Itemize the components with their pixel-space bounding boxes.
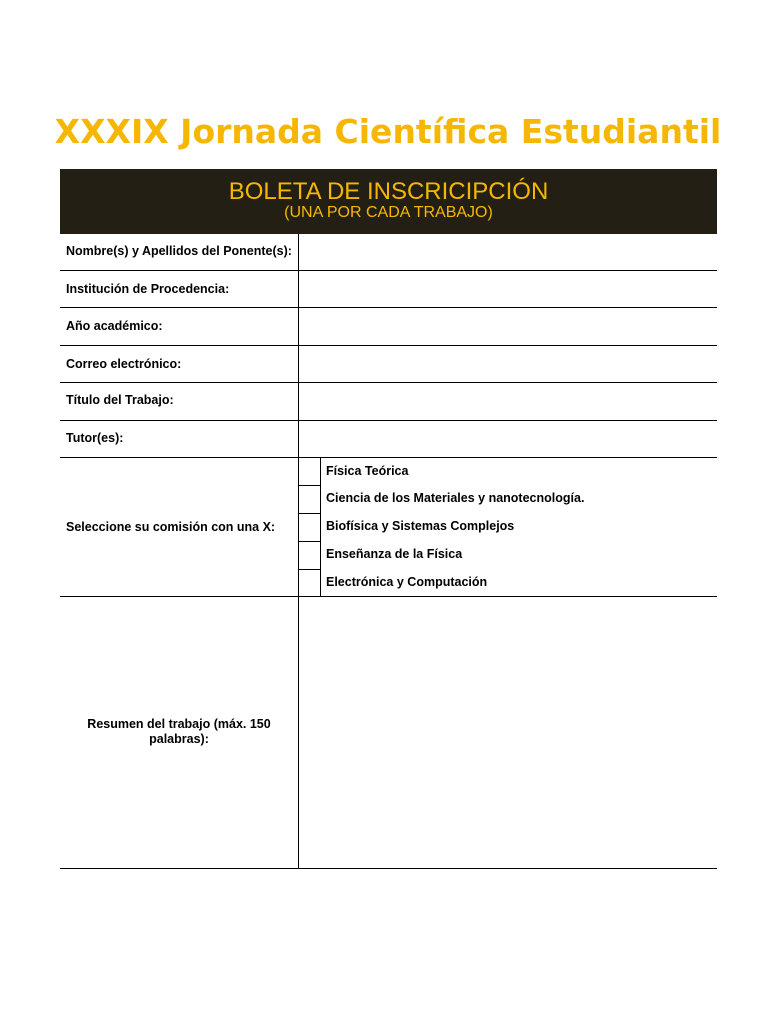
field-label-tutor: Tutor(es): (66, 431, 124, 445)
summary-label (60, 717, 298, 747)
field-row-work-title (60, 383, 717, 421)
field-divider (298, 308, 299, 346)
field-row-institution (60, 271, 717, 308)
institution-field[interactable] (300, 271, 717, 307)
option-label: Física Teórica (326, 464, 409, 478)
field-divider (298, 271, 299, 308)
field-label-name: Nombre(s) y Apellidos del Ponente(s): (66, 244, 292, 258)
option-divider (320, 458, 321, 597)
checkbox-electronica[interactable] (300, 570, 320, 596)
option-label: Ciencia de los Materiales y nanotecnología. (326, 491, 585, 505)
checkbox-materiales[interactable] (300, 486, 320, 513)
summary-label-line1: Resumen del trabajo (máx. 150 (87, 717, 271, 731)
option-label: Biofísica y Sistemas Complejos (326, 519, 515, 533)
email-field[interactable] (300, 346, 717, 382)
work-title-field[interactable] (300, 383, 717, 420)
field-divider (298, 234, 299, 271)
academic-year-field[interactable] (300, 308, 717, 345)
field-divider (298, 383, 299, 421)
form-banner (60, 169, 717, 234)
summary-textarea[interactable] (300, 597, 717, 868)
page-title: XXXIX Jornada Científica Estudiantil (54, 112, 722, 151)
commission-label: Seleccione su comisión con una X: (66, 520, 276, 534)
field-label-institution: Institución de Procedencia: (66, 282, 230, 296)
checkbox-ensenanza[interactable] (300, 542, 320, 569)
field-row-tutor (60, 421, 717, 458)
field-divider (298, 346, 299, 383)
field-row-email (60, 346, 717, 383)
form-subheading: (UNA POR CADA TRABAJO) (284, 204, 493, 221)
field-row-year (60, 308, 717, 346)
field-divider (298, 458, 299, 597)
commission-row (60, 458, 717, 597)
checkbox-biofisica[interactable] (300, 514, 320, 541)
name-field[interactable] (300, 234, 717, 270)
field-label-email: Correo electrónico: (66, 357, 182, 371)
tutor-field[interactable] (300, 421, 717, 457)
field-label-work-title: Título del Trabajo: (66, 393, 174, 407)
summary-label-line2: palabras): (149, 732, 209, 746)
checkbox-fisica-teorica[interactable] (300, 458, 320, 485)
option-label: Enseñanza de la Física (326, 547, 463, 561)
form-heading: BOLETA DE INSCRICIPCIÓN (228, 178, 549, 205)
field-label-year: Año académico: (66, 319, 163, 333)
option-label: Electrónica y Computación (326, 575, 488, 589)
summary-row (60, 597, 717, 869)
field-divider (298, 421, 299, 458)
field-row-name (60, 234, 717, 271)
field-divider (298, 597, 299, 869)
